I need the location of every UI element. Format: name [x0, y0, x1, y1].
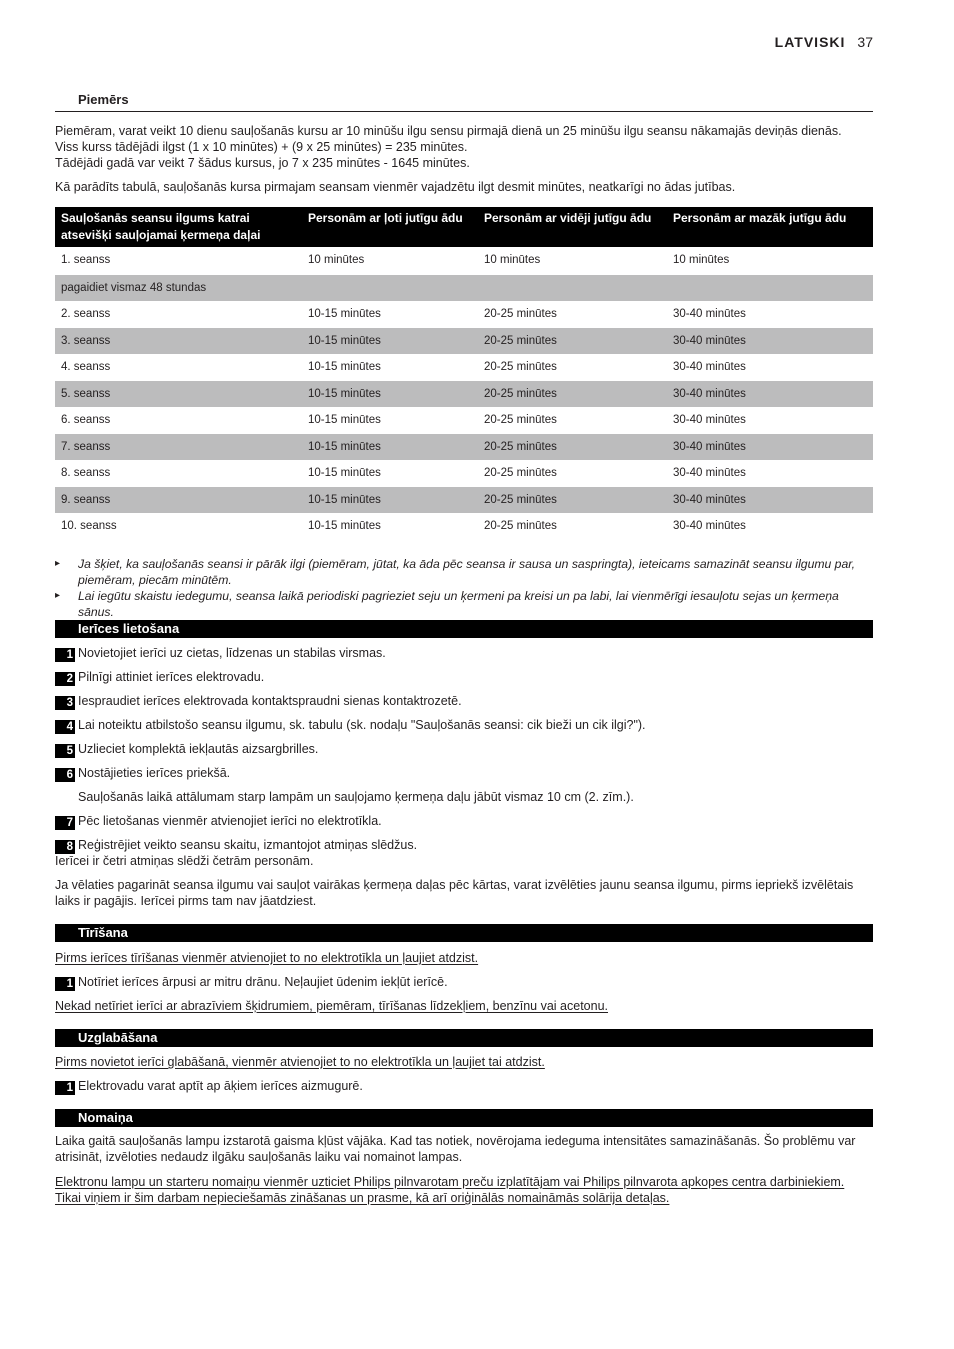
table-cell: 20-25 minūtes	[484, 361, 557, 374]
table-cell: 10-15 minūtes	[302, 381, 478, 408]
table-row	[55, 460, 873, 487]
table-cell: 30-40 minūtes	[667, 487, 873, 514]
table-cell: 30-40 minūtes	[667, 381, 873, 408]
table-cell: 5. seanss	[55, 381, 302, 408]
table-cell: 10-15 minūtes	[302, 487, 478, 514]
example-line: Piemēram, varat veikt 10 dienu sauļošanās kursu ar 10 minūšu ilgu sensu pirmajā dienā un 25 minūšu ilgu seansu nākamajās deviņās dienās.	[55, 124, 842, 138]
language-label: LATVISKI	[774, 34, 846, 50]
cleaning-warning: Pirms ierīces tīrīšanas vienmēr atvienojiet to no elektrotīkla un ļaujiet atdzist.	[55, 951, 479, 965]
table-cell: 4. seanss	[61, 361, 111, 374]
step-number: 1	[55, 1081, 75, 1095]
table-cell: 10-15 minūtes	[308, 414, 381, 427]
table-row	[55, 407, 873, 434]
example-heading: Piemērs	[55, 91, 873, 112]
table-cell: pagaidiet vismaz 48 stundas	[55, 274, 873, 301]
table-cell: 9. seanss	[55, 487, 302, 514]
table-row	[55, 434, 873, 461]
replacement-heading: Nomaiņa	[55, 1109, 873, 1127]
table-cell: 20-25 minūtes	[478, 328, 667, 355]
table-cell: 20-25 minūtes	[484, 520, 557, 533]
distance-note: Sauļošanās laikā attālumam starp lampām un sauļojamo ķermeņa daļu jābūt vismaz 10 cm (2. zīm.).	[78, 790, 634, 804]
table-row	[55, 487, 873, 514]
step-number: 2	[55, 672, 75, 686]
usage-step	[55, 765, 873, 782]
table-cell: 20-25 minūtes	[484, 467, 557, 480]
table-cell: 10-15 minūtes	[308, 308, 381, 321]
usage-step	[55, 645, 873, 662]
step-text: Notīriet ierīces ārpusi ar mitru drānu. Neļaujiet ūdenim iekļūt ierīcē.	[78, 975, 448, 989]
table-cell: 30-40 minūtes	[667, 328, 873, 355]
session-table	[55, 207, 873, 540]
table-cell: 7. seanss	[55, 434, 302, 461]
tips-list	[55, 556, 873, 620]
step-number: 1	[55, 648, 75, 662]
table-row	[55, 354, 873, 381]
usage-step	[55, 669, 873, 686]
storage-warning: Pirms novietot ierīci glabāšanā, vienmēr atvienojiet to no elektrotīkla un ļaujiet tai atdzist.	[55, 1055, 545, 1069]
table-row	[55, 274, 873, 301]
table-cell: 10-15 minūtes	[308, 361, 381, 374]
example-line: Viss kurss tādējādi ilgst (1 x 10 minūtes) + (9 x 25 minūtes) = 235 minūtes.	[55, 140, 468, 154]
replacement-text: Laika gaitā sauļošanās lampu izstarotā gaisma kļūst vājāka. Kad tas notiek, novērojama iedeguma intensitātes samazināšanās. Šo problēmu var atrisināt, izvēloties nedaudz ilgāku sauļošanās laiku vai nomainot lampas.	[55, 1134, 856, 1164]
table-cell: 10-15 minūtes	[302, 434, 478, 461]
usage-heading: Ierīces lietošana	[55, 620, 873, 638]
step-number: 6	[55, 768, 75, 782]
step-text: Pilnīgi attiniet ierīces elektrovadu.	[78, 670, 265, 684]
table-cell: 10 minūtes	[302, 247, 478, 274]
table-row	[55, 301, 873, 328]
step-number: 5	[55, 744, 75, 758]
example-line: Tādējādi gadā var veikt 7 šādus kursus, jo 7 x 235 minūtes - 1645 minūtes.	[55, 156, 470, 170]
table-header-cell: Personām ar mazāk jutīgu ādu	[667, 207, 873, 247]
table-cell: 10 minūtes	[478, 247, 667, 274]
table-cell: 10-15 minūtes	[302, 328, 478, 355]
table-cell: 30-40 minūtes	[673, 414, 746, 427]
step-number: 7	[55, 816, 75, 830]
table-cell: 30-40 minūtes	[667, 434, 873, 461]
table-cell: 20-25 minūtes	[484, 414, 557, 427]
page-number: 37	[857, 34, 873, 50]
cleaning-heading: Tīrīšana	[55, 924, 873, 942]
table-cell: 30-40 minūtes	[673, 308, 746, 321]
memory-note: Ierīcei ir četri atmiņas slēdži četrām personām.	[55, 854, 314, 868]
example-note: Kā parādīts tabulā, sauļošanās kursa pirmajam seansam vienmēr vajadzētu ilgt desmit minūtes, neatkarīgi no ādas jutības.	[55, 180, 736, 194]
table-cell: 10 minūtes	[667, 247, 873, 274]
step-text: Iespraudiet ierīces elektrovada kontaktspraudni sienas kontaktrozetē.	[78, 694, 462, 708]
table-row	[55, 513, 873, 540]
step-number: 3	[55, 696, 75, 710]
usage-step	[55, 741, 873, 758]
replacement-warning: Elektronu lampu un starteru nomaiņu vienmēr uzticiet Philips pilnvarotam preču izplatītājam vai Philips pilnvarota apkopes centra darbiniekiem. Tikai viņiem ir šim darbam nepieciešamās zināšanas un prasme, kā arī oriģinālās nomaināmās solārija detaļas.	[55, 1175, 845, 1205]
step-text: Novietojiet ierīci uz cietas, līdzenas un stabilas virsmas.	[78, 646, 386, 660]
usage-step	[55, 813, 873, 830]
table-cell: 10. seanss	[61, 520, 117, 533]
step-number: 1	[55, 977, 75, 991]
table-cell: 20-25 minūtes	[484, 308, 557, 321]
table-row	[55, 328, 873, 355]
table-header-cell: Personām ar vidēji jutīgu ādu	[478, 207, 667, 247]
step-text: Pēc lietošanas vienmēr atvienojiet ierīci no elektrotīkla.	[78, 814, 382, 828]
table-cell: 1. seanss	[55, 247, 302, 274]
table-cell: 30-40 minūtes	[673, 467, 746, 480]
table-cell: 20-25 minūtes	[478, 434, 667, 461]
table-cell: 10-15 minūtes	[308, 467, 381, 480]
page-header	[775, 34, 873, 50]
step-number: 8	[55, 840, 75, 854]
example-text	[55, 123, 873, 171]
table-cell: 20-25 minūtes	[478, 487, 667, 514]
table-cell: 30-40 minūtes	[673, 520, 746, 533]
step-text: Reģistrējiet veikto seansu skaitu, izmantojot atmiņas slēdžus.	[78, 838, 418, 852]
storage-heading: Uzglabāšana	[55, 1029, 873, 1047]
table-row	[55, 247, 873, 274]
table-row	[55, 381, 873, 408]
step-text: Elektrovadu varat aptīt ap āķiem ierīces aizmugurē.	[78, 1079, 363, 1093]
table-cell: 10-15 minūtes	[308, 520, 381, 533]
usage-step	[55, 693, 873, 710]
table-cell: 20-25 minūtes	[478, 381, 667, 408]
table-header-row	[55, 207, 873, 247]
table-header-cell: Sauļošanās seansu ilgums katrai atsevišķi sauļojamai ķermeņa daļai	[55, 207, 302, 247]
usage-step	[55, 717, 873, 734]
storage-step	[55, 1078, 873, 1095]
tip-item: ▸ Lai iegūtu skaistu iedegumu, seansa laikā periodiski pagrieziet seju un ķermeni pa kreisi un pa labi, lai vienmērīgi iesauļotu sejas un ķermeņa sānus.	[55, 588, 873, 620]
cleaning-step	[55, 974, 873, 991]
step-text: Nostājieties ierīces priekšā.	[78, 766, 231, 780]
step-text: Uzlieciet komplektā iekļautās aizsargbrilles.	[78, 742, 319, 756]
table-cell: 8. seanss	[61, 467, 111, 480]
table-cell: 30-40 minūtes	[673, 361, 746, 374]
usage-step	[55, 837, 873, 854]
table-cell: 6. seanss	[61, 414, 111, 427]
tip-item: ▸ Ja šķiet, ka sauļošanās seansi ir pārāk ilgi (piemēram, jūtat, ka āda pēc seansa ir sausa un saspringta), ieteicams samazināt seansu ilgumu par, piemēram, piecām minūtēm.	[55, 556, 873, 588]
table-cell: 2. seanss	[61, 308, 111, 321]
step-text: Lai noteiktu atbilstošo seansu ilgumu, sk. tabulu (sk. nodaļu "Sauļošanās seansi: cik bieži un cik ilgi?").	[78, 718, 646, 732]
step-number: 4	[55, 720, 75, 734]
table-cell: 3. seanss	[55, 328, 302, 355]
cleaning-caution: Nekad netīriet ierīci ar abrazīviem šķidrumiem, piemēram, tīrīšanas līdzekļiem, benzīnu vai acetonu.	[55, 999, 609, 1013]
extend-note: Ja vēlaties pagarināt seansa ilgumu vai sauļot vairākas ķermeņa daļas pēc kārtas, varat izvēlēties jaunu seansa ilgumu, pirms iepriekš izvēlētais laiks ir pagājis. Ierīcei pirms tam nav jāatdziest.	[55, 878, 854, 908]
table-header-cell: Personām ar ļoti jutīgu ādu	[302, 207, 478, 247]
